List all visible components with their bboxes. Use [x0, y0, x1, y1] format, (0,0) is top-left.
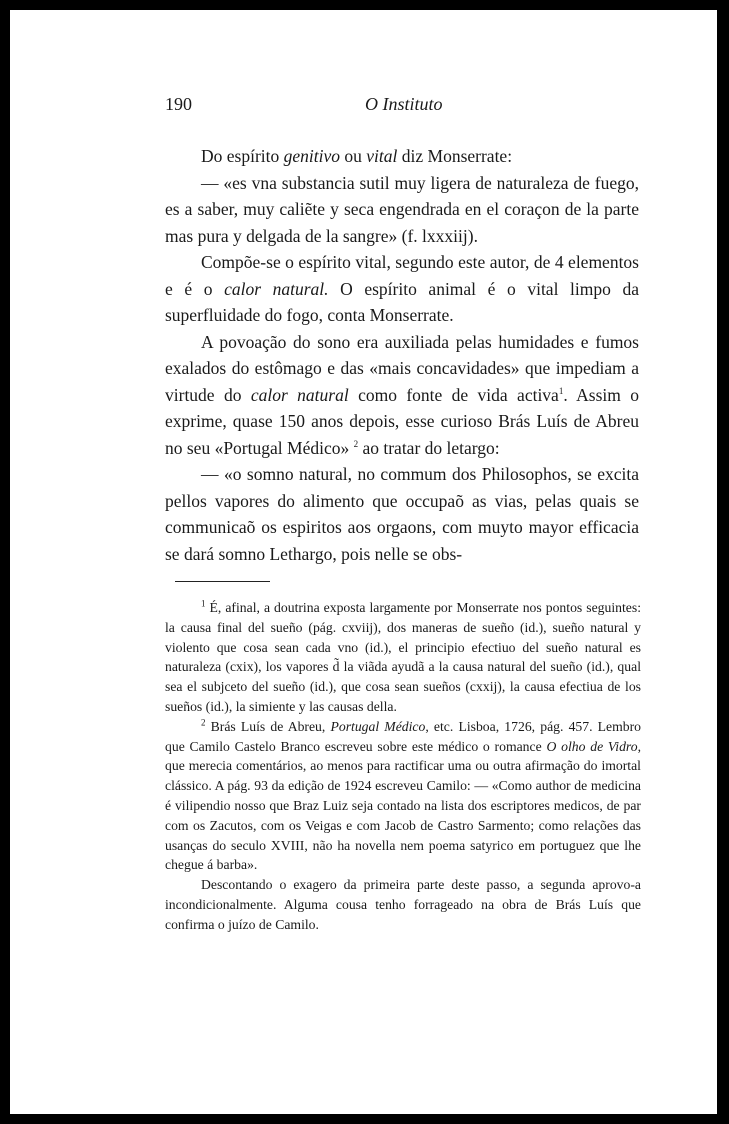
running-title: O Instituto	[365, 94, 443, 114]
footnote-ref-2: 2	[353, 438, 359, 449]
footnote-marker-1: 1	[201, 598, 206, 609]
book-page	[10, 10, 717, 1114]
footnote-marker-2: 2	[201, 717, 206, 728]
paragraph-3: Compõe-se o espírito vital, segundo este autor, de 4 elementos e é o calor natural. O espírito animal é o vital limpo da superfluidade do fogo, conta Monserrate.	[165, 252, 639, 325]
footnote-separator	[175, 581, 270, 582]
main-text	[165, 143, 639, 567]
paragraph-1: Do espírito genitivo ou vital diz Monserrate:	[201, 146, 513, 166]
running-header	[165, 94, 637, 120]
paragraph-5-quote: — «o somno natural, no commum dos Philosophos, se excita pellos vapores do alimento que occupaõ as vias, pelas quais se communicaõ os espiritos aos orgaons, com muyto mayor efficacia se dará somno Lethargo, pois nelle se obs-	[165, 464, 639, 564]
footnote-ref-1: 1	[558, 385, 564, 396]
footnote-2: $^2$ Brás Luís de Abreu, Portugal Médico, etc. Lisboa, 1726, pág. 457. Lembro que Camilo Castelo Branco escreveu sobre este médico o romance O olho de Vidro, que merecia comentários, ao menos para ractificar uma ou outra afirmação do imortal clássico. A pág. 93 da edição de 1924 escreveu Camilo: — «Como author de medicina é vilipendio nosso que Braz Luiz seja contado na lista dos escriptores medicos, de par com os Zacutos, com os Veigas e com Jacob de Castro Sarmento; como relações das usanças do seculo XVIII, não ha novella nem poema satyrico em portuguez que lhe chegue á barba».	[165, 717, 642, 873]
paragraph-2-quote: — «es vna substancia sutil muy ligera de naturaleza de fuego, es a saber, muy caliẽte y seca engendrada en el coraçon de la parte mas pura y delgada de la sangre» (f. lxxxiij).	[165, 172, 639, 246]
paragraph-4: A povoação do sono era auxiliada pelas humidades e fumos exalados do estômago e das «mais concavidades» que impediam a virtude do calor natural como fonte de vida activa$^1$. Assim o exprime, quase 150 anos depois, esse curioso Brás Luís de Abreu no seu «Portugal Médico» $^2$ ao tratar do letargo:	[165, 331, 639, 458]
footnote-1: $^1$ É, afinal, a doutrina exposta largamente por Monserrate nos pontos seguintes: la causa final del sueño (pág. cxviij), dos maneras de sueño (id.), sueño natural y violento que cosa sean cada vno (id.), el principio efectiuo del sueño natural es naturaleza (cxix), los vapores d̃ la viãda ayudã a la causa natural del sueño (id.), qual sea el subjceto del sueño (id.), que cosa sean sueños (cxxij), la causa efectiua de los sueños (id.), la simiente y las causas della.	[165, 598, 642, 714]
footnotes	[165, 598, 641, 935]
footnote-2-continuation: Descontando o exagero da primeira parte deste passo, a segunda aprovo-a incondicionalmente. Alguma cousa tenho forrageado na obra de Brás Luís que confirma o juízo de Camilo.	[165, 877, 641, 932]
page-number: 190	[165, 94, 192, 114]
